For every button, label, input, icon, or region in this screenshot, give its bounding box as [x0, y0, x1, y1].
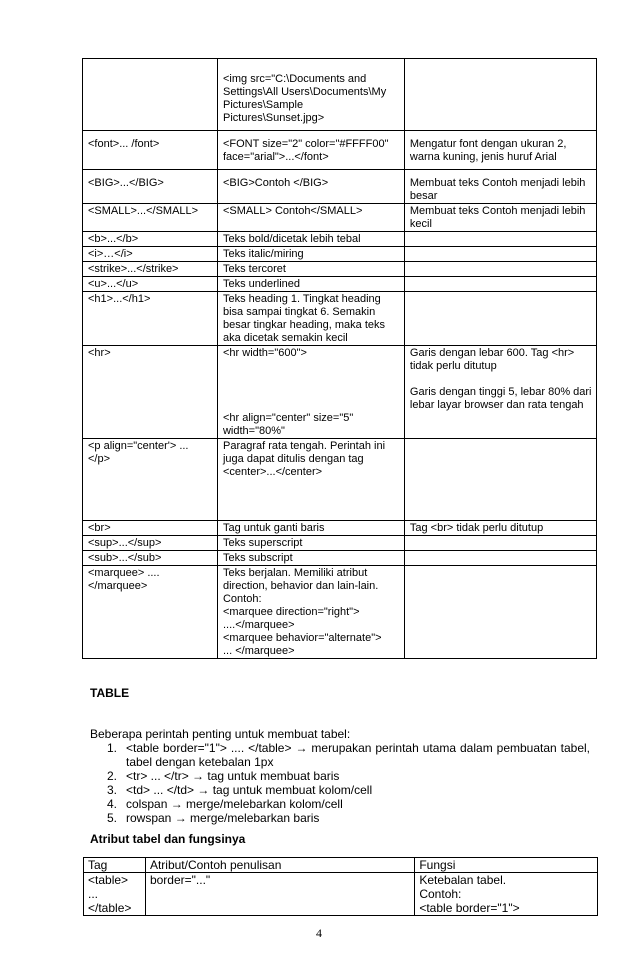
column-header: Tag	[84, 858, 146, 873]
desc-cell	[404, 262, 596, 277]
line: ... </marquee>	[222, 645, 295, 657]
line: <table>	[88, 873, 129, 887]
list-number: 4.	[107, 797, 118, 811]
line: Pictures\Sunset.jpg>	[222, 112, 325, 124]
line: <p align="center'> ...	[88, 440, 189, 452]
list-item	[90, 783, 590, 797]
desc-cell	[404, 551, 596, 566]
example-cell	[217, 59, 404, 131]
table-row	[83, 439, 597, 521]
tag-cell: <strike>...</strike>	[83, 262, 218, 277]
table-header-row	[84, 858, 598, 873]
tag-cell	[83, 439, 218, 521]
desc-cell	[404, 59, 596, 131]
line: </marquee>	[88, 580, 148, 592]
example-cell	[217, 292, 404, 346]
line: ...	[88, 887, 99, 901]
table-row	[83, 131, 597, 170]
example-cell: Teks bold/dicetak lebih tebal	[217, 232, 404, 247]
line: aka dicetak semakin kecil	[222, 332, 348, 344]
line: Settings\All Users\Documents\My	[222, 86, 387, 98]
line: Teks heading 1. Tingkat heading	[222, 293, 381, 305]
intro-text: Beberapa perintah penting untuk membuat tabel:	[90, 727, 351, 741]
desc-cell	[404, 277, 596, 292]
line: bisa sampai tingkat 6. Semakin	[222, 306, 376, 318]
line: <img src="C:\Documents and	[222, 73, 367, 85]
line: juga dapat ditulis dengan tag	[222, 453, 364, 465]
example-cell	[217, 131, 404, 170]
desc-cell: Membuat teks Contoh menjadi lebih besar	[404, 170, 596, 204]
example-cell: <BIG>Contoh </BIG>	[217, 170, 404, 204]
table-row	[83, 346, 597, 439]
desc-cell: Mengatur font dengan ukuran 2, warna kuning, jenis huruf Arial	[404, 131, 596, 170]
table-row	[83, 551, 597, 566]
line: face="arial">...</font>	[222, 151, 329, 163]
table-row	[83, 277, 597, 292]
tag-cell: <h1>...</h1>	[83, 292, 218, 346]
line: Paragraf rata tengah. Perintah ini	[222, 440, 386, 452]
line: </table>	[88, 901, 132, 915]
list-item	[90, 797, 590, 811]
desc-cell	[404, 232, 596, 247]
line: </p>	[88, 453, 111, 465]
example-cell: Teks italic/miring	[217, 247, 404, 262]
column-header: Atribut/Contoh penulisan	[145, 858, 414, 873]
section-title: TABLE	[90, 686, 130, 700]
table-commands-list	[90, 741, 590, 825]
table-row	[83, 292, 597, 346]
example-cell: Teks superscript	[217, 536, 404, 551]
tag-cell: <hr>	[83, 346, 218, 439]
tag-cell: <BIG>...</BIG>	[83, 170, 218, 204]
tag-cell	[84, 873, 146, 916]
tag-cell: <sub>...</sub>	[83, 551, 218, 566]
line: <marquee> ....	[88, 567, 160, 579]
line: direction, behavior dan lain-lain.	[222, 580, 379, 592]
column-header: Fungsi	[415, 858, 598, 873]
tag-cell: <b>...</b>	[83, 232, 218, 247]
desc-cell	[404, 566, 596, 659]
list-number: 5.	[107, 811, 118, 825]
subheading: Atribut tabel dan fungsinya	[90, 832, 246, 846]
desc-cell	[404, 536, 596, 551]
page-number: 4	[316, 926, 322, 940]
line: ....</marquee>	[222, 619, 295, 631]
desc-cell	[404, 247, 596, 262]
list-text: <tr> ... </tr> → tag untuk membuat baris	[126, 769, 340, 783]
table-row	[83, 521, 597, 536]
example-cell	[217, 566, 404, 659]
table-row	[83, 170, 597, 204]
list-text: <td> ... </td> → tag untuk membuat kolom/cell	[126, 783, 373, 797]
line: Pictures\Sample	[222, 99, 304, 111]
line: besar tingkar heading, maka teks	[222, 319, 386, 331]
line: <marquee behavior="alternate">	[222, 632, 382, 644]
list-item	[90, 811, 590, 825]
line: <center>...</center>	[222, 466, 323, 478]
table-row	[83, 204, 597, 232]
list-text: <table border="1"> .... </table> → merupakan perintah utama dalam pembuatan tabel, tabel dengan ketebalan 1px	[126, 741, 590, 769]
desc-text: Garis dengan tinggi 5, lebar 80% dari lebar layar browser dan rata tengah	[409, 386, 592, 411]
list-item	[90, 741, 590, 769]
list-text: colspan → merge/melebarkan kolom/cell	[126, 797, 343, 811]
tag-cell: <font>... /font>	[83, 131, 218, 170]
desc-cell	[404, 439, 596, 521]
tag-cell: <br>	[83, 521, 218, 536]
desc-cell: Membuat teks Contoh menjadi lebih kecil	[404, 204, 596, 232]
tag-cell	[83, 566, 218, 659]
line: Contoh:	[419, 887, 462, 901]
list-item	[90, 769, 590, 783]
desc-cell	[404, 292, 596, 346]
line: Ketebalan tabel.	[419, 873, 507, 887]
tag-cell: <i>…</i>	[83, 247, 218, 262]
table-row	[83, 536, 597, 551]
example-cell: Teks subscript	[217, 551, 404, 566]
table-row	[83, 59, 597, 131]
line: <hr width="600">	[222, 347, 307, 359]
example-cell: Teks tercoret	[217, 262, 404, 277]
tag-cell: <u>...</u>	[83, 277, 218, 292]
line: <FONT size="2" color="#FFFF00"	[222, 138, 389, 150]
example-cell	[217, 346, 404, 439]
example-cell: Tag untuk ganti baris	[217, 521, 404, 536]
list-number: 2.	[107, 769, 118, 783]
attr-cell: border="..."	[145, 873, 414, 916]
html-tags-table	[82, 58, 597, 659]
desc-cell: Tag <br> tidak perlu ditutup	[404, 521, 596, 536]
desc-cell	[404, 346, 596, 439]
example-cell: <SMALL> Contoh</SMALL>	[217, 204, 404, 232]
line: width="80%"	[222, 425, 285, 437]
table-row	[83, 262, 597, 277]
line: Contoh:	[222, 593, 262, 605]
line: <table border="1">	[419, 901, 520, 915]
table-row	[83, 247, 597, 262]
desc-text: Garis dengan lebar 600. Tag <hr> tidak perlu ditutup	[409, 347, 575, 372]
example-cell: Teks underlined	[217, 277, 404, 292]
tag-cell: <sup>...</sup>	[83, 536, 218, 551]
line: <marquee direction="right">	[222, 606, 360, 618]
table-row	[84, 873, 598, 916]
tag-cell	[83, 59, 218, 131]
table-row	[83, 566, 597, 659]
list-text: rowspan → merge/melebarkan baris	[126, 811, 320, 825]
line: Teks berjalan. Memiliki atribut	[222, 567, 368, 579]
list-number: 1.	[107, 741, 118, 755]
example-cell	[217, 439, 404, 521]
tag-cell: <SMALL>...</SMALL>	[83, 204, 218, 232]
list-number: 3.	[107, 783, 118, 797]
table-attributes-table	[83, 857, 598, 916]
func-cell	[415, 873, 598, 916]
table-row	[83, 232, 597, 247]
line: <hr align="center" size="5"	[222, 412, 354, 424]
